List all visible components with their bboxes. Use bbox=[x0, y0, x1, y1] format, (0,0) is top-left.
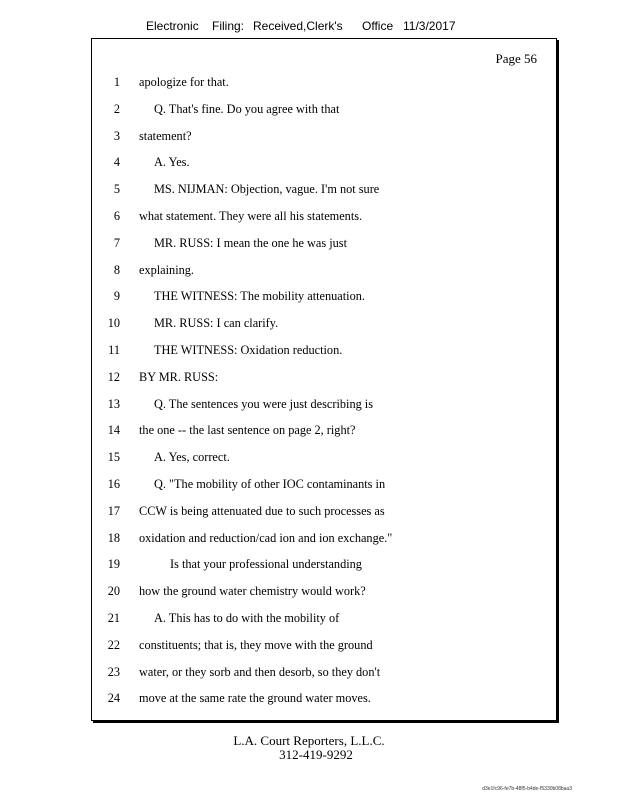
transcript-line bbox=[92, 73, 558, 91]
filing-stamp-header bbox=[0, 19, 618, 35]
transcript-line bbox=[92, 100, 558, 118]
line-text: BY MR. RUSS: bbox=[139, 369, 219, 384]
transcript-line bbox=[92, 287, 558, 305]
transcript-line bbox=[92, 448, 558, 466]
court-reporter-company: L.A. Court Reporters, L.L.C. bbox=[233, 733, 385, 748]
line-text: CCW is being attenuated due to such processes as bbox=[139, 503, 385, 518]
line-number: 3 bbox=[113, 128, 120, 143]
filing-stamp-word-4: Office bbox=[362, 19, 394, 33]
transcript-page-frame bbox=[91, 38, 557, 721]
line-number: 18 bbox=[107, 530, 120, 545]
line-number: 13 bbox=[107, 396, 120, 411]
line-text: the one -- the last sentence on page 2, right? bbox=[139, 423, 356, 438]
line-text: what statement. They were all his statements. bbox=[139, 209, 363, 223]
line-number: 14 bbox=[107, 423, 120, 438]
line-text: MR. RUSS: I mean the one he was just bbox=[154, 235, 347, 250]
line-number: 22 bbox=[107, 637, 120, 652]
filing-stamp-word-1: Electronic bbox=[146, 19, 199, 33]
court-reporter-phone: 312-419-9292 bbox=[279, 747, 353, 762]
line-number: 6 bbox=[113, 209, 120, 223]
transcript-line bbox=[92, 529, 558, 547]
line-number: 2 bbox=[113, 101, 120, 116]
transcript-line bbox=[92, 502, 558, 520]
transcript-line bbox=[92, 555, 558, 573]
line-number: 19 bbox=[107, 557, 120, 572]
line-number: 9 bbox=[113, 289, 120, 304]
line-number: 21 bbox=[107, 611, 120, 625]
line-text: A. Yes, correct. bbox=[154, 450, 230, 465]
transcript-line bbox=[92, 609, 558, 627]
transcript-line bbox=[92, 341, 558, 359]
line-number: 1 bbox=[113, 75, 120, 89]
line-text: MS. NIJMAN: Objection, vague. I'm not sure bbox=[154, 182, 380, 197]
line-text: MR. RUSS: I can clarify. bbox=[154, 316, 279, 331]
line-text: Q. The sentences you were just describing is bbox=[154, 396, 374, 411]
transcript-line bbox=[92, 234, 558, 252]
transcript-line bbox=[92, 663, 558, 681]
line-number: 23 bbox=[107, 664, 120, 679]
line-text: A. This has to do with the mobility of bbox=[154, 611, 340, 625]
line-number: 17 bbox=[107, 503, 120, 518]
line-text: how the ground water chemistry would work? bbox=[139, 584, 366, 599]
transcript-line bbox=[92, 153, 558, 171]
line-text: Q. That's fine. Do you agree with that bbox=[154, 101, 340, 116]
filing-stamp-date: 11/3/2017 bbox=[403, 19, 456, 33]
filing-stamp-word-2: Filing: bbox=[212, 19, 245, 33]
transcript-line bbox=[92, 636, 558, 654]
line-text: constituents; that is, they move with the ground bbox=[139, 637, 373, 652]
transcript-line bbox=[92, 475, 558, 493]
line-text: THE WITNESS: The mobility attenuation. bbox=[154, 289, 365, 304]
transcript-line bbox=[92, 395, 558, 413]
line-number: 10 bbox=[107, 316, 120, 331]
line-text: statement? bbox=[139, 128, 192, 143]
line-text: A. Yes. bbox=[154, 155, 190, 170]
transcript-line bbox=[92, 180, 558, 198]
page-number: Page 56 bbox=[495, 51, 537, 66]
transcript-line bbox=[92, 368, 558, 386]
line-number: 11 bbox=[108, 343, 120, 357]
line-number: 16 bbox=[107, 477, 120, 491]
line-number: 8 bbox=[113, 262, 120, 277]
line-text: Q. "The mobility of other IOC contaminants in bbox=[154, 477, 386, 491]
line-text: explaining. bbox=[139, 262, 194, 277]
line-number: 7 bbox=[113, 235, 120, 250]
line-number: 5 bbox=[113, 182, 120, 197]
line-text: move at the same rate the ground water moves. bbox=[139, 691, 371, 706]
line-number: 15 bbox=[107, 450, 120, 465]
transcript-line bbox=[92, 582, 558, 600]
line-text: apologize for that. bbox=[139, 75, 229, 89]
document-id: d3e1fc96-fe7b-48f5-b4de-f5330b08baa3 bbox=[482, 786, 572, 792]
line-text: oxidation and reduction/cad ion and ion exchange." bbox=[139, 530, 393, 545]
line-number: 24 bbox=[107, 691, 120, 706]
transcript-line bbox=[92, 314, 558, 332]
transcript-line bbox=[92, 689, 558, 707]
line-number: 20 bbox=[107, 584, 120, 599]
line-number: 12 bbox=[107, 369, 120, 384]
line-number: 4 bbox=[113, 155, 120, 170]
filing-stamp-word-3: Received,Clerk's bbox=[253, 19, 343, 33]
transcript-line bbox=[92, 207, 558, 225]
transcript-line bbox=[92, 127, 558, 145]
line-text: THE WITNESS: Oxidation reduction. bbox=[154, 343, 343, 357]
line-text: Is that your professional understanding bbox=[170, 557, 362, 572]
line-text: water, or they sorb and then desorb, so they don't bbox=[139, 664, 381, 679]
transcript-line bbox=[92, 261, 558, 279]
transcript-line bbox=[92, 421, 558, 439]
